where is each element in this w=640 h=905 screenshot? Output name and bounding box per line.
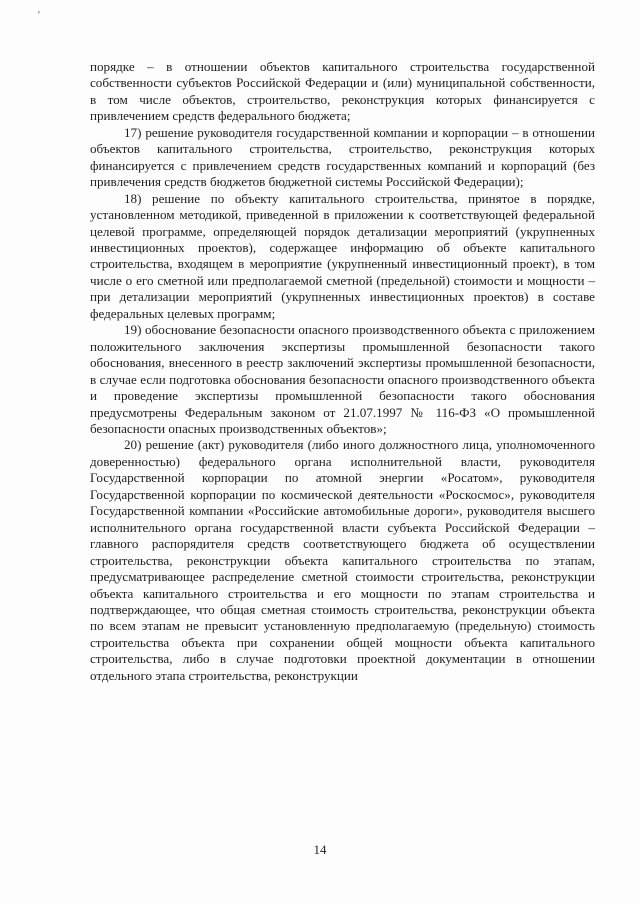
page-number: 14: [313, 842, 327, 857]
paragraph-item-18: 18) решение по объекту капитального строительства, принятое в порядке, установленном методикой, приведенной в приложении к соответствующей федеральной целевой программе, определяющей порядок детализации мероприятий (укрупненных инвестиционных проектов), содержащее информацию об объекте капитального строительства, входящем в мероприятие (укрупненный инвестиционный проект), в том числе о его сметной или предполагаемой сметной (предельной) стоимости и мощности – при детализации мероприятий (укрупненных инвестиционных проектов) в составе федеральных целевых программ;: [90, 190, 595, 321]
paragraph-item-20: 20) решение (акт) руководителя (либо иного должностного лица, уполномоченного доверенностью) федерального органа исполнительной власти, руководителя Государственной корпорации по атомной энергии «Росатом», руководителя Государственной корпорации по космической деятельности «Роскосмос», руководителя Государственной компании «Российские автомобильные дороги», руководителя высшего исполнительного органа государственной власти субъекта Российской Федерации – главного распорядителя средств соответствующего бюджета об осуществлении строительства, реконструкции объекта капитального строительства по этапам, предусматривающее распределение сметной стоимости строительства, реконструкции объекта капитального строительства и его мощности по этапам строительства и подтверждающее, что общая сметная стоимость строительства, реконструкции объекта по всем этапам не превысит установленную предполагаемую (предельную) стоимость строительства объекта при сохранении общей мощности объекта капитального строительства, либо в случае подготовки проектной документации в отношении отдельного этапа строительства, реконструкции: [90, 437, 595, 683]
paragraph-item-17: 17) решение руководителя государственной компании и корпорации – в отношении объектов капитального строительства, строительство, реконструкция которых финансируется с привлечением средств государственных компаний и корпораций (без привлечения средств бюджетов бюджетной системы Российской Федерации);: [90, 124, 595, 190]
corner-mark: ’: [37, 9, 41, 22]
paragraph-continuation: порядке – в отношении объектов капитального строительства государственной собственности субъектов Российской Федерации и (или) муниципальной собственности, в том числе объектов, строительство, реконструкция которых финансируется с привлечением средств федерального бюджета;: [90, 59, 595, 124]
body-text: [90, 59, 595, 684]
paragraph-item-19: 19) обоснование безопасности опасного производственного объекта с приложением положительного заключения экспертизы промышленной безопасности такого обоснования, внесенного в реестр заключений экспертизы промышленной безопасности, в случае если подготовка обоснования безопасности опасного производственного объекта и проведение экспертизы промышленной безопасности такого обоснования предусмотрены Федеральным законом от 21.07.1997 № 116-ФЗ «О промышленной безопасности опасных производственных объектов»;: [90, 322, 595, 436]
